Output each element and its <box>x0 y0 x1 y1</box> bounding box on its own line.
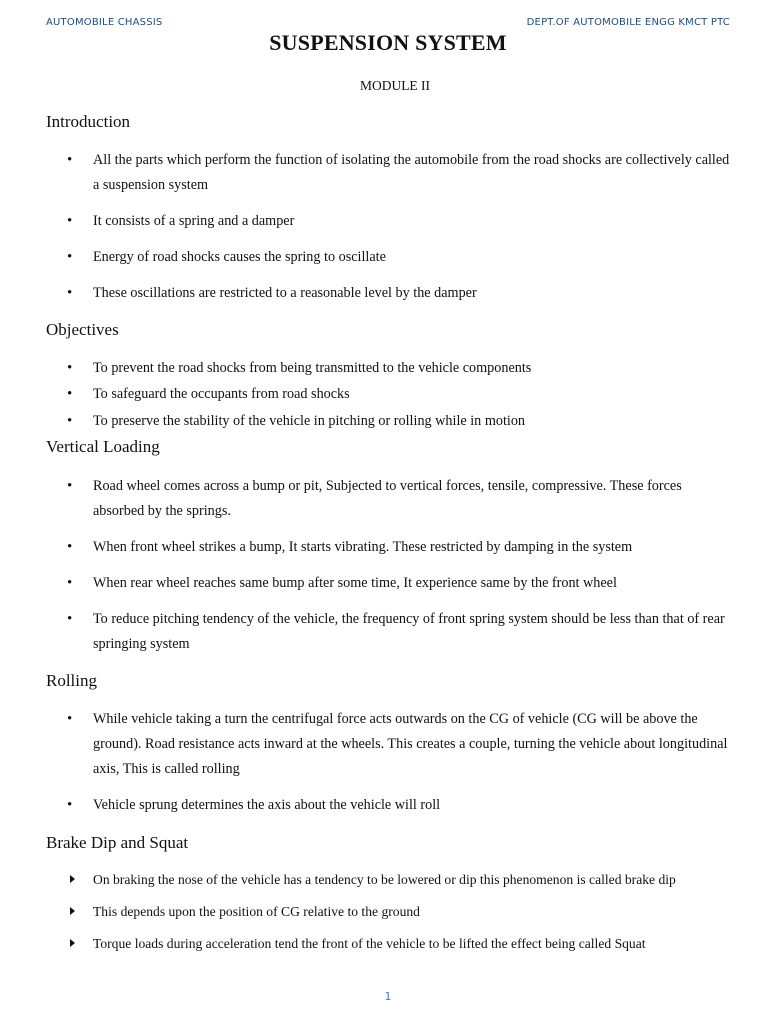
list-item: • All the parts which perform the function of isolating the automobile from the road shocks are collectively called a suspension system <box>93 148 732 198</box>
list-item: This depends upon the position of CG relative to the ground <box>93 899 732 924</box>
page-number: 1 <box>384 990 392 1003</box>
list-item: • To prevent the road shocks from being transmitted to the vehicle components <box>93 356 732 381</box>
list-item: • Energy of road shocks causes the spring to oscillate <box>93 245 732 270</box>
running-header-left: AUTOMOBILE CHASSIS <box>46 17 163 28</box>
list-item: • It consists of a spring and a damper <box>93 209 732 234</box>
list-item: On braking the nose of the vehicle has a tendency to be lowered or dip this phenomenon is called brake dip <box>93 867 732 892</box>
document-title: SUSPENSION SYSTEM <box>269 30 507 55</box>
section-heading-introduction: Introduction <box>46 112 131 131</box>
list-item: Torque loads during acceleration tend the front of the vehicle to be lifted the effect being called Squat <box>93 931 732 956</box>
section-heading-rolling: Rolling <box>46 671 98 690</box>
section-heading-vertical-loading: Vertical Loading <box>46 437 160 456</box>
list-item: • While vehicle taking a turn the centrifugal force acts outwards on the CG of vehicle (CG will be above the ground). Road resistance acts inward at the wheels. This creates a couple, turning the vehicle about longitudinal axis, This is called rolling <box>93 707 732 782</box>
list-item: • Road wheel comes across a bump or pit, Subjected to vertical forces, tensile, compressive. These forces absorbed by the springs. <box>93 474 732 524</box>
list-item: • When rear wheel reaches same bump after some time, It experience same by the front wheel <box>93 571 732 596</box>
list-item: • To preserve the stability of the vehicle in pitching or rolling while in motion <box>93 409 732 434</box>
section-heading-brake-dip-squat: Brake Dip and Squat <box>46 833 189 852</box>
list-item: • To safeguard the occupants from road shocks <box>93 382 732 407</box>
list-item: • Vehicle sprung determines the axis about the vehicle will roll <box>93 793 732 818</box>
list-item: • These oscillations are restricted to a reasonable level by the damper <box>93 281 732 306</box>
module-label: MODULE II <box>359 78 431 93</box>
list-item: • When front wheel strikes a bump, It starts vibrating. These restricted by damping in the system <box>93 535 732 560</box>
list-item: • To reduce pitching tendency of the vehicle, the frequency of front spring system should be less than that of rear springing system <box>93 607 732 657</box>
running-header-right: DEPT.OF AUTOMOBILE ENGG KMCT PTC <box>526 17 730 28</box>
section-heading-objectives: Objectives <box>46 320 119 339</box>
